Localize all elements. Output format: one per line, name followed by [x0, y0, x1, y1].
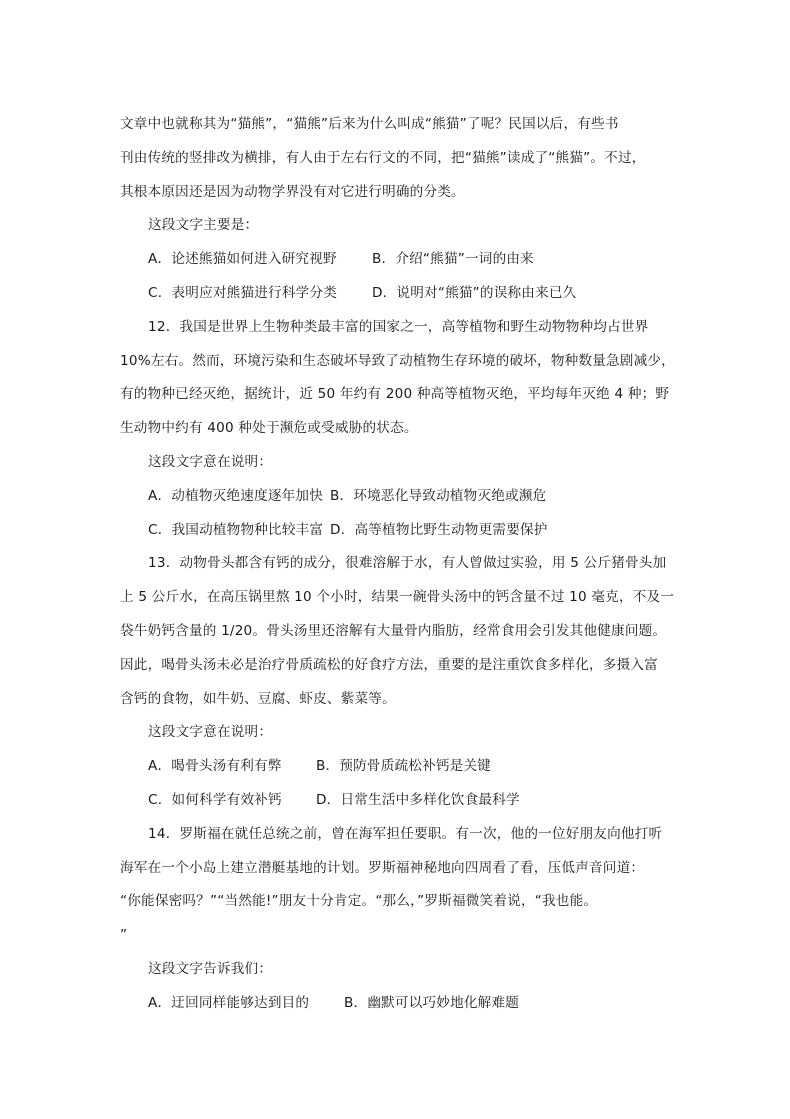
option-c: C．如何科学有效补钙: [148, 791, 282, 808]
option-c: C．我国动植物物种比较丰富: [148, 521, 324, 538]
question-stem: 这段文字意在说明：: [148, 453, 273, 470]
passage-line: 其根本原因还是因为动物学界没有对它进行明确的分类。: [120, 183, 465, 200]
question-12: [120, 311, 676, 548]
option-a: A．喝骨头汤有利有弊: [148, 758, 282, 775]
passage-line: 含钙的食物，如牛奶、豆腐、虾皮、紫菜等。: [120, 690, 396, 707]
document-page: [120, 108, 676, 1021]
option-d: D．说明对“熊猫”的误称由来已久: [372, 284, 577, 301]
option-c: C．表明应对熊猫进行科学分类: [148, 284, 338, 301]
passage-line: 13．动物骨头都含有钙的成分，很难溶解于水，有人曾做过实验，用 5 公斤猪骨头加: [148, 555, 667, 572]
options-row: [120, 243, 676, 277]
option-a: A．论述熊猫如何进入研究视野: [148, 251, 337, 268]
question-11: [120, 108, 676, 311]
passage-line: 10%左右。然而，环境污染和生态破坏导致了动植物生存环境的破坏，物种数量急剧减少，: [120, 352, 675, 369]
option-b: B．幽默可以巧妙地化解难题: [344, 994, 520, 1011]
passage-line: 12．我国是世界上生物种类最丰富的国家之一，高等植物和野生动物物种均占世界: [148, 318, 649, 335]
question-stem: 这段文字告诉我们：: [148, 960, 273, 977]
passage-line: “你能保密吗？”“当然能!”朋友十分肯定。“那么，”罗斯福微笑着说，“我也能。: [120, 893, 598, 910]
option-a: A．动植物灭绝速度逐年加快: [148, 487, 324, 504]
question-13: [120, 547, 676, 817]
options-row: [120, 480, 676, 514]
option-b: B．预防骨质疏松补钙是关键: [316, 758, 492, 775]
options-row: [120, 784, 676, 818]
passage-line: 因此，喝骨头汤未必是治疗骨质疏松的好食疗方法，重要的是注重饮食多样化，多摄入富: [120, 656, 658, 673]
question-14: [120, 818, 676, 1021]
option-b: B．环境恶化导致动植物灭绝或濒危: [330, 487, 547, 504]
question-stem: 这段文字主要是：: [148, 217, 259, 234]
option-d: D．日常生活中多样化饮食最科学: [316, 791, 520, 808]
options-row: [120, 750, 676, 784]
option-d: D．高等植物比野生动物更需要保护: [330, 521, 548, 538]
passage-line: 刊由传统的竖排改为横排，有人由于左右行文的不同，把“猫熊”读成了“熊猫”。不过，: [120, 149, 646, 166]
options-row: [120, 987, 676, 1021]
options-row: [120, 277, 676, 311]
passage-line: 生动物中约有 400 种处于濒危或受威胁的状态。: [120, 420, 418, 437]
question-stem: 这段文字意在说明：: [148, 724, 273, 741]
options-row: [120, 514, 676, 548]
passage-line: ”: [120, 927, 128, 944]
passage-line: 有的物种已经灭绝，据统计，近 50 年约有 200 种高等植物灭绝，平均每年灭绝 4 种；野: [120, 386, 670, 403]
passage-line: 14．罗斯福在就任总统之前，曾在海军担任要职。有一次，他的一位好朋友向他打听: [148, 825, 663, 842]
passage-line: 袋牛奶钙含量的 1/20。骨头汤里还溶解有大量骨内脂肪，经常食用会引发其他健康问题。: [120, 622, 667, 639]
option-a: A．迂回同样能够达到目的: [148, 994, 310, 1011]
passage-line: 上 5 公斤水，在高压锅里熬 10 个小时，结果一碗骨头汤中的钙含量不过 10 毫克，不及一: [120, 589, 675, 606]
passage-line: 海军在一个小岛上建立潜艇基地的计划。罗斯福神秘地向四周看了看，压低声音问道：: [120, 859, 645, 876]
option-b: B．介绍“熊猫”一词的由来: [372, 251, 534, 268]
passage-line: 文章中也就称其为“猫熊”，“猫熊”后来为什么叫成“熊猫”了呢？民国以后，有些书: [120, 116, 619, 132]
